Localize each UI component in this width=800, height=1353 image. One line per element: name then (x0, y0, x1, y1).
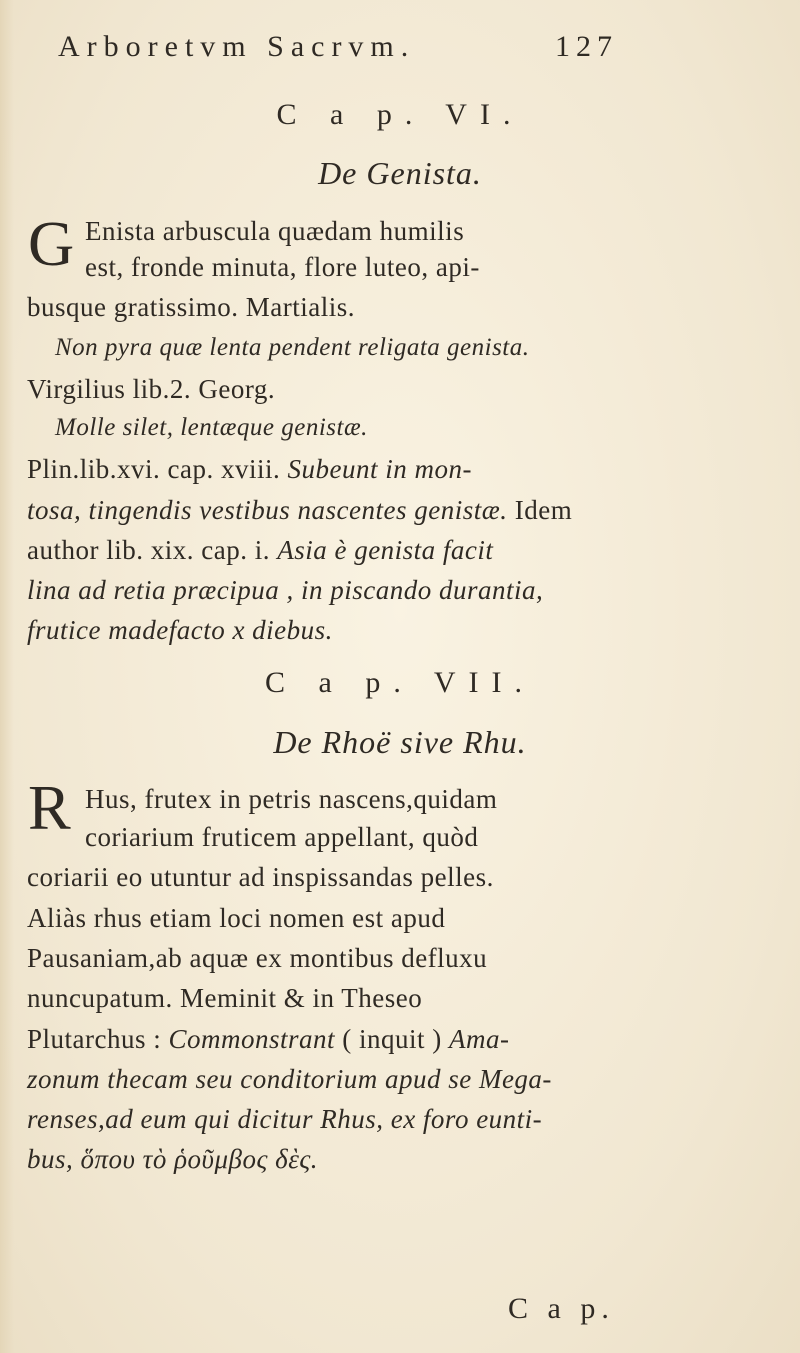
text-span: author lib. xix. cap. i. (27, 535, 278, 565)
running-title: Arboretvm Sacrvm. (58, 30, 416, 63)
text-line: Pausaniam,ab aquæ ex montibus defluxu (27, 943, 488, 973)
chapter-title: De Genista. (318, 155, 482, 191)
text-span: Plin.lib.xvi. cap. xviii. (27, 454, 288, 484)
chapter-heading: C a p. VII. (265, 666, 535, 699)
text-line (27, 495, 607, 526)
chapter-heading: C a p. VI. (276, 98, 524, 131)
catchword: C a p. (508, 1292, 615, 1325)
text-line (27, 454, 607, 485)
quotation-line: Non pyra quæ lenta pendent religata genista. (55, 334, 530, 361)
text-line: est, fronde minuta, flore luteo, api- (85, 252, 480, 282)
text-line: renses,ad eum qui dicitur Rhus, ex foro eunti- (27, 1104, 543, 1134)
text-line: nuncupatum. Meminit & in Theseo (27, 983, 423, 1013)
text-line: Enista arbuscula quædam humilis (85, 216, 465, 246)
text-line: lina ad retia præcipua , in piscando durantia, (27, 575, 544, 605)
text-span-italic: Ama- (449, 1024, 510, 1054)
text-line: coriarium fruticem appellant, quòd (85, 822, 479, 852)
text-span-italic: tosa, tingendis vestibus nascentes genistæ. (27, 495, 508, 525)
drop-capital: G (28, 208, 75, 279)
text-line: bus, ὅπου τὸ ῥοῦμβος δὲς. (27, 1144, 319, 1174)
drop-capital: R (28, 772, 71, 843)
chapter-title: De Rhoë sive Rhu. (273, 724, 527, 760)
text-span-italic: Subeunt in mon- (287, 454, 472, 484)
text-span: Idem (507, 495, 573, 525)
running-header (58, 30, 618, 64)
text-line: Hus, frutex in petris nascens,quidam (85, 784, 498, 814)
text-line: Aliàs rhus etiam loci nomen est apud (27, 903, 446, 933)
text-line: coriarii eo utuntur ad inspissandas pelles. (27, 862, 494, 892)
text-line: frutice madefacto x diebus. (27, 615, 333, 645)
text-line (27, 1024, 607, 1055)
page-number: 127 (555, 30, 618, 63)
text-span-italic: Commonstrant (168, 1024, 336, 1054)
text-line: busque gratissimo. Martialis. (27, 292, 355, 322)
text-line: Virgilius lib.2. Georg. (27, 374, 276, 404)
text-line: zonum thecam seu conditorium apud se Mega- (27, 1064, 552, 1094)
text-span-italic: Asia è genista facit (277, 535, 494, 565)
text-line (27, 535, 607, 566)
text-span: ( inquit ) (335, 1024, 450, 1054)
quotation-line: Molle silet, lentæque genistæ. (55, 414, 368, 441)
text-span: Plutarchus : (27, 1024, 169, 1054)
